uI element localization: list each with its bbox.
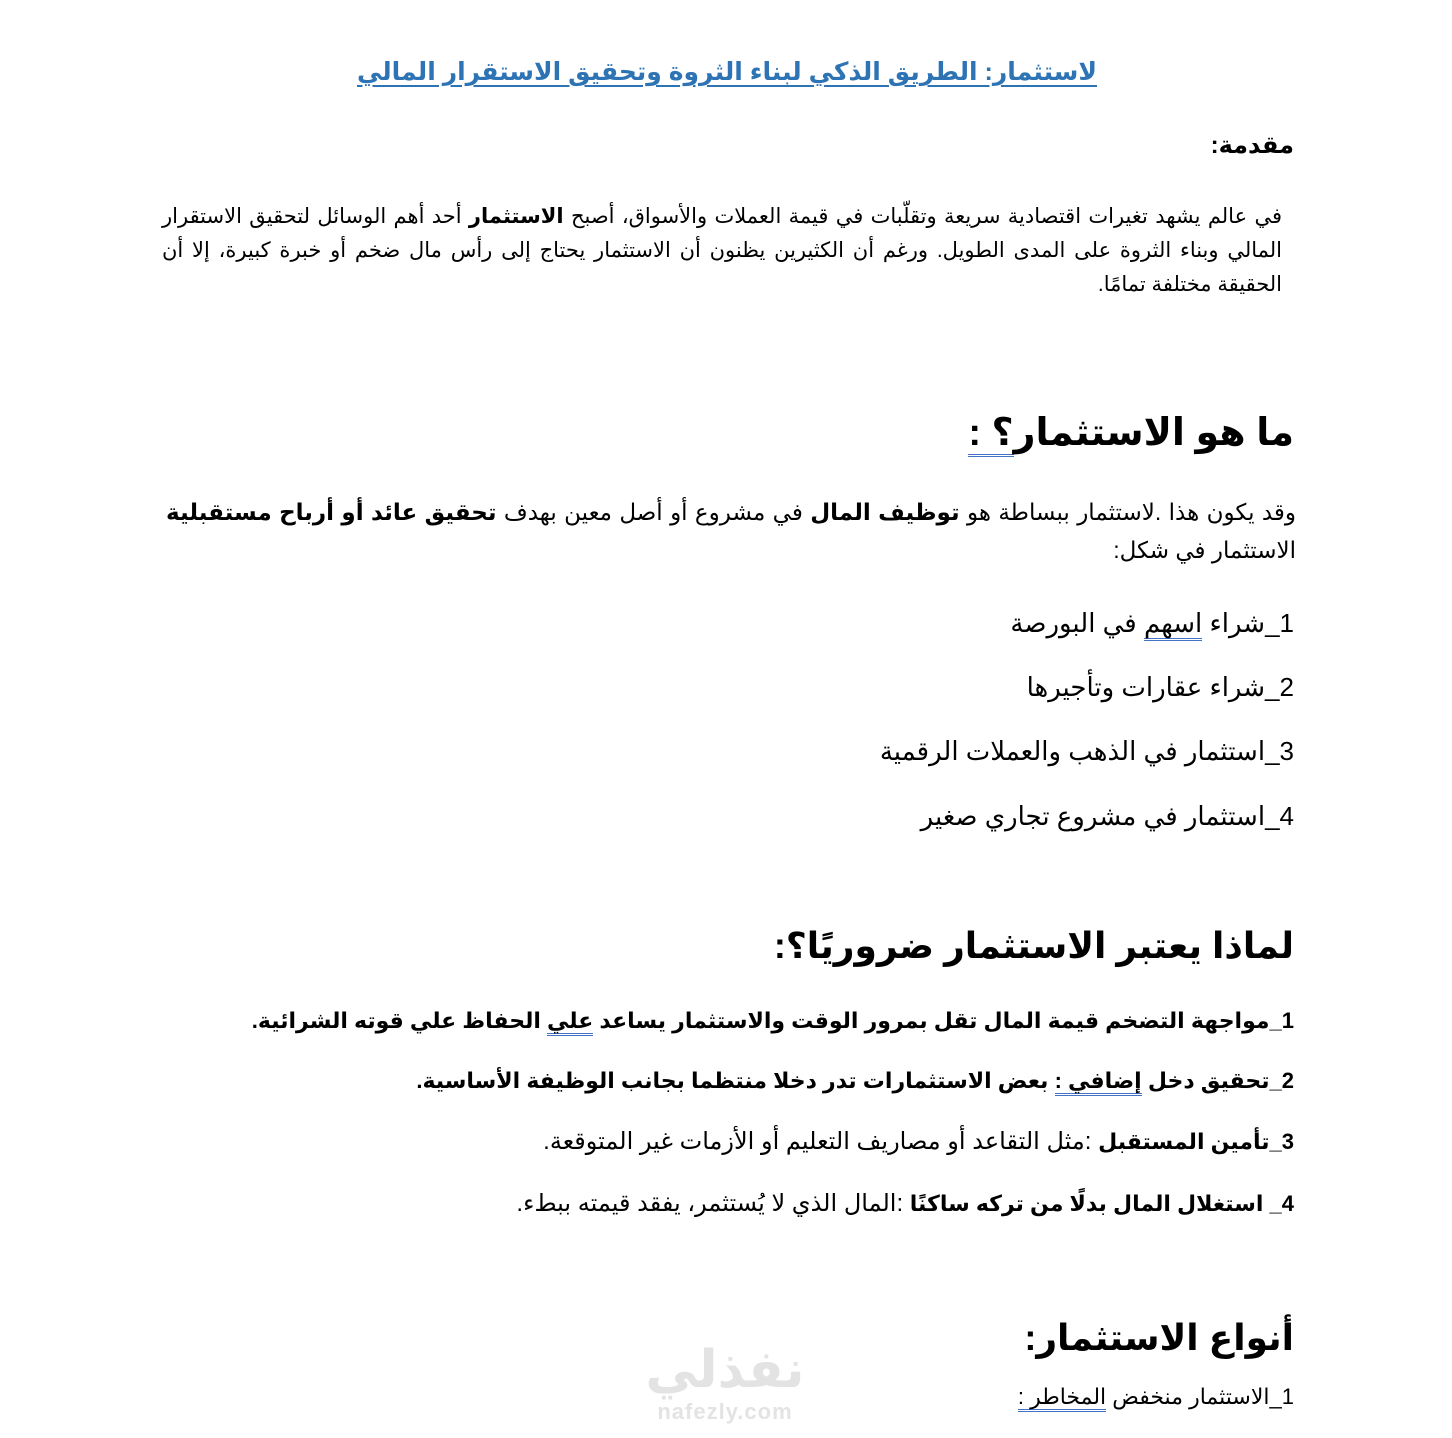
why-item-bold: 3_تأمين المستقبل (1098, 1129, 1294, 1154)
why-heading: لماذا يعتبر الاستثمار ضروريًا؟: (773, 925, 1294, 966)
why-item-text: 2_تحقيق دخل (1141, 1068, 1294, 1093)
why-item (543, 1124, 1294, 1160)
intro-text-bold: الاستثمار (468, 205, 564, 228)
why-item-underlined: علي (547, 1008, 593, 1036)
intro-text-b: أحد أهم الوسائل لتحقيق الاستقرار المالي وبناء الثروة على المدى الطويل. ورغم أن الكثيرين يظنون أن الاستثمار يحتاج إلى رأس مال ضخم أو خبرة كبيرة، إلا أن الحقيقة مختلفة تمامًا. (162, 205, 1282, 296)
why-item-bold: 4_ استغلال المال بدلًا من تركه ساكنًا (909, 1191, 1294, 1216)
def-text-a: وقد يكون هذا .لاستثمار ببساطة هو (959, 499, 1297, 525)
watermark-url: nafezly.com (657, 1399, 793, 1424)
what-heading (968, 408, 1294, 458)
what-heading-text: ما هو الاستثمار (1013, 412, 1294, 454)
list-item-text: 3_استثمار في الذهب والعملات الرقمية (879, 736, 1294, 766)
what-heading-underlined: ؟ : (968, 412, 1013, 457)
def-text-bold-1: توظيف المال (810, 499, 960, 525)
why-item-text: :المال الذي لا يُستثمر، يفقد قيمته ببطء. (516, 1190, 910, 1217)
list-item (1010, 603, 1294, 643)
types-heading: أنواع الاستثمار: (1024, 1317, 1294, 1358)
why-item-text: :مثل التقاعد أو مصاريف التعليم أو الأزمات غير المتوقعة. (543, 1128, 1099, 1155)
why-item-text: الحفاظ علي قوته الشرائية. (251, 1008, 548, 1033)
list-item (921, 796, 1294, 836)
list-item-text: 1_شراء (1202, 608, 1294, 638)
definition-paragraph (166, 493, 1296, 569)
types-item-text: 1_الاستثمار منخفض (1106, 1384, 1294, 1409)
intro-heading: مقدمة: (1210, 132, 1294, 159)
intro-paragraph (162, 200, 1282, 302)
why-item (416, 1063, 1294, 1099)
def-text-bold-2: تحقيق عائد أو أرباح مستقبلية (166, 499, 497, 525)
watermark (600, 1340, 850, 1424)
types-item (1018, 1379, 1294, 1415)
why-item-text: 1_مواجهة التضخم قيمة المال تقل بمرور الوقت والاستثمار يساعد (593, 1008, 1294, 1033)
list-item-text: 4_استثمار في مشروع تجاري صغير (920, 801, 1294, 831)
intro-text-a: في عالم يشهد تغيرات اقتصادية سريعة وتقلّبات في قيمة العملات والأسواق، أصبح (563, 205, 1282, 228)
why-item (516, 1186, 1294, 1222)
why-item-text: بعض الاستثمارات تدر دخلا منتظما بجانب الوظيفة الأساسية. (416, 1068, 1055, 1093)
why-item (252, 1003, 1294, 1039)
list-item-text: 2_شراء عقارات وتأجيرها (1026, 672, 1294, 702)
list-item (880, 731, 1294, 771)
list-item-text: في البورصة (1010, 608, 1144, 638)
why-item-underlined: إضافي : (1055, 1068, 1142, 1096)
list-item-underlined: اسهم (1144, 608, 1202, 641)
list-item (1027, 667, 1294, 707)
document-title: لاستثمار: الطريق الذكي لبناء الثروة وتحقيق الاستقرار المالي (356, 58, 1098, 86)
types-item-underlined: المخاطر : (1018, 1384, 1106, 1412)
watermark-logo: نفذلي (645, 1341, 805, 1399)
def-text-b: في مشروع أو أصل معين بهدف (496, 499, 811, 525)
def-text-c: الاستثمار في شكل: (1113, 537, 1296, 563)
